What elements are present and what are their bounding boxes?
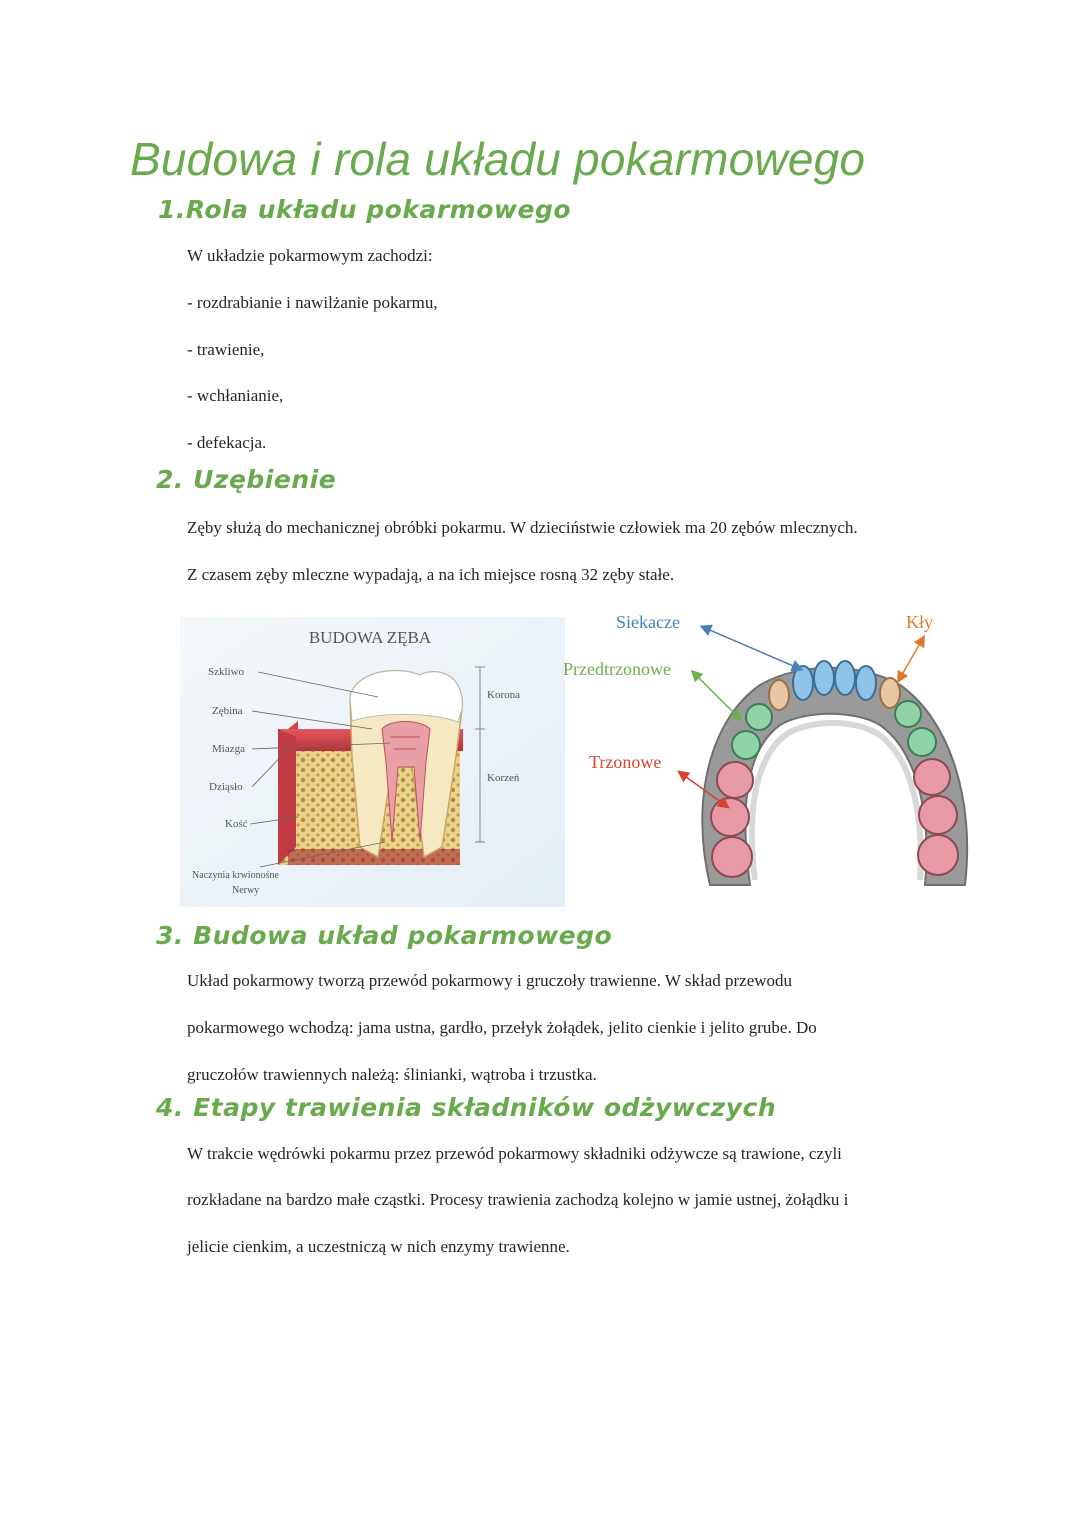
arrow-przedtrzonowe bbox=[695, 674, 738, 717]
section-3-heading: 3. Budowa układ pokarmowego bbox=[156, 921, 613, 950]
tooth-label-dziaslo: Dziąsło bbox=[209, 781, 243, 793]
tooth-figure-title: BUDOWA ZĘBA bbox=[308, 628, 432, 647]
section-1-line: - rozdrabianie i nawilżanie pokarmu, bbox=[187, 293, 438, 312]
page-title: Budowa i rola układu pokarmowego bbox=[130, 133, 866, 185]
section-3-line: gruczołów trawiennych należą: ślinianki, wątroba i trzustka. bbox=[187, 1065, 597, 1084]
section-1-heading: 1.Rola układu pokarmowego bbox=[158, 195, 572, 224]
section-1-line: - defekacja. bbox=[187, 433, 267, 452]
tooth-label-szkliwo: Szkliwo bbox=[208, 666, 245, 678]
tooth-label-korona: Korona bbox=[487, 689, 520, 701]
arrow-kly bbox=[900, 640, 922, 678]
section-4-line: jelicie cienkim, a uczestniczą w nich enzymy trawienne. bbox=[187, 1237, 570, 1256]
arrow-siekacze bbox=[705, 628, 798, 668]
section-4-line: rozkładane na bardzo małe cząstki. Procesy trawienia zachodzą kolejno w jamie ustnej, żołądku i bbox=[187, 1190, 849, 1209]
section-3-line: Układ pokarmowy tworzą przewód pokarmowy i gruczoły trawienne. W skład przewodu bbox=[187, 971, 793, 990]
label-przedtrzonowe: Przedtrzonowe bbox=[563, 659, 671, 679]
tooth-label-zebina: Zębina bbox=[212, 705, 243, 717]
tooth-label-nerwy: Nerwy bbox=[232, 885, 260, 896]
section-3-line: pokarmowego wchodzą: jama ustna, gardło, przełyk żołądek, jelito cienkie i jelito grube. Do bbox=[187, 1018, 817, 1037]
section-2-line: Z czasem zęby mleczne wypadają, a na ich miejsce rosną 32 zęby stałe. bbox=[187, 565, 675, 584]
label-kly: Kły bbox=[906, 612, 933, 632]
section-4-line: W trakcie wędrówki pokarmu przez przewód pokarmowy składniki odżywcze są trawione, czyli bbox=[187, 1144, 842, 1163]
tooth-label-korzen: Korzeń bbox=[487, 772, 520, 784]
tooth-label-miazga: Miazga bbox=[212, 743, 245, 755]
label-trzonowe: Trzonowe bbox=[589, 752, 662, 772]
tooth-label-kosc: Kość bbox=[225, 818, 248, 830]
tooth-structure-figure bbox=[180, 617, 565, 907]
section-2-heading: 2. Uzębienie bbox=[156, 465, 337, 494]
jaw-teeth-figure bbox=[560, 600, 980, 900]
label-siekacze: Siekacze bbox=[616, 612, 680, 632]
section-1-line: W układzie pokarmowym zachodzi: bbox=[187, 246, 433, 265]
section-4-heading: 4. Etapy trawienia składników odżywczych bbox=[156, 1093, 777, 1122]
section-1-line: - wchłanianie, bbox=[187, 386, 284, 405]
tooth-label-naczynia: Naczynia krwionośne bbox=[192, 870, 279, 881]
section-1-line: - trawienie, bbox=[187, 340, 265, 359]
section-2-line: Zęby służą do mechanicznej obróbki pokarmu. W dzieciństwie człowiek ma 20 zębów mlecznych. bbox=[187, 518, 858, 537]
